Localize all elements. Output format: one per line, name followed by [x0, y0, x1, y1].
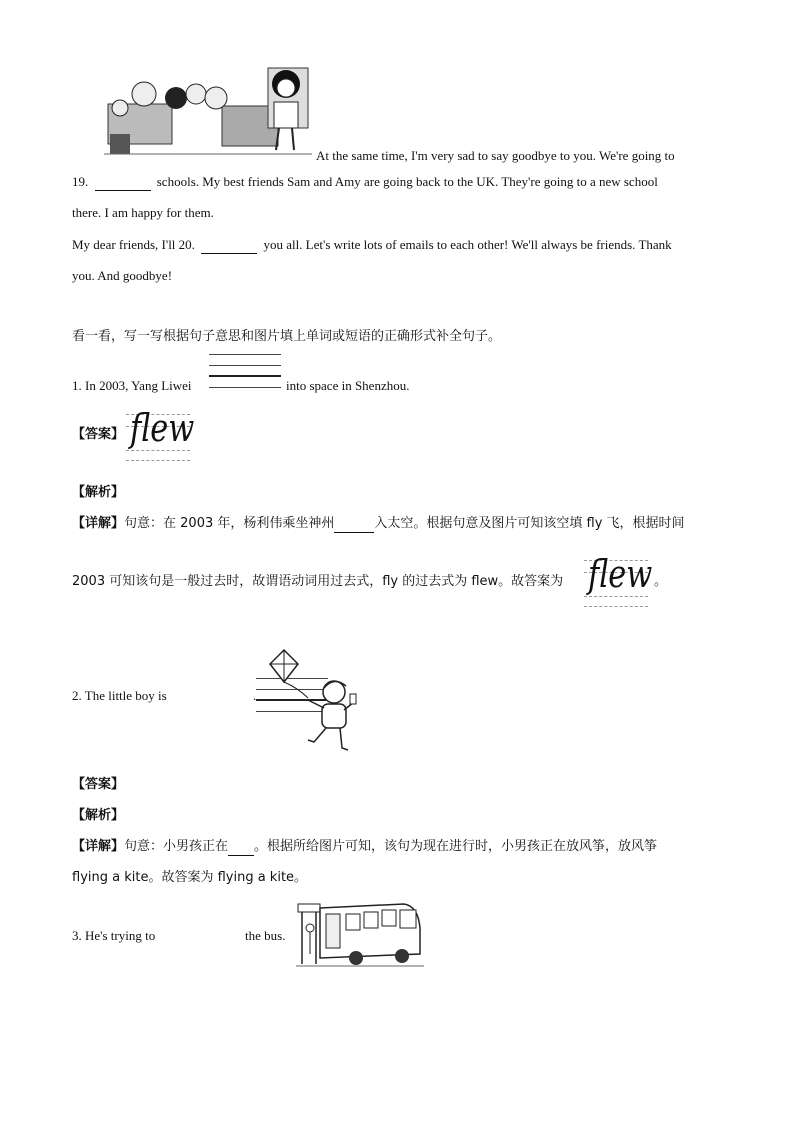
q2-sentence-start: 2. The little boy is	[72, 688, 167, 703]
punctuation: 。	[654, 574, 668, 589]
passage-line: At the same time, I'm very sad to say goodbye to you. We're going to	[316, 148, 675, 163]
classroom-illustration	[104, 64, 312, 156]
bus-stop-illustration	[296, 898, 424, 968]
q2-sentence-end: .	[253, 688, 257, 703]
passage-line	[72, 237, 672, 254]
question-number: 19.	[72, 174, 89, 189]
q2-detail-line: flying a kite。故答案为 flying a kite。	[72, 870, 308, 885]
q2-detail-line: 【详解】句意：小男孩正在 。根据所给图片可知，该句为现在进行时，小男孩正在放风筝，放风筝	[72, 839, 658, 854]
passage-line: there. I am happy for them.	[72, 205, 214, 220]
q1-answer-handwriting: flew	[584, 550, 648, 612]
answer-tag: 【答案】	[72, 777, 125, 792]
q1-sentence-start: 1. In 2003, Yang Liwei	[72, 378, 192, 393]
q1-detail-line: 【详解】句意：在 2003 年，杨利伟乘坐神州 入太空。根据句意及图片可知该空填 fly 飞，根据时间	[72, 516, 685, 531]
q1-sentence-end: into space in Shenzhou.	[286, 378, 410, 393]
blank-19[interactable]	[95, 174, 151, 191]
analysis-tag: 【解析】	[72, 485, 125, 500]
passage-text: My dear friends, I'll 20.	[72, 237, 195, 252]
passage-text: schools. My best friends Sam and Amy are going back to the UK. They're going to a new school	[156, 174, 658, 189]
q1-answer-handwriting: flew	[126, 404, 190, 466]
section-instruction: 看一看，写一写根据句子意思和图片填上单词或短语的正确形式补全句子。	[72, 329, 502, 344]
passage-text: you all. Let's write lots of emails to each other! We'll always be friends. Thank	[263, 237, 672, 252]
q1-detail-line: 2003 可知该句是一般过去时，故谓语动词用过去式，fly 的过去式为 flew。故答案为	[72, 574, 564, 589]
q1-writing-lines[interactable]	[209, 354, 281, 394]
passage-line: you. And goodbye!	[72, 268, 173, 283]
blank-20[interactable]	[201, 237, 257, 254]
boy-flying-kite-illustration	[268, 648, 360, 756]
analysis-tag: 【解析】	[72, 808, 125, 823]
q3-sentence-end: the bus.	[245, 928, 286, 943]
q3-sentence-start: 3. He's trying to	[72, 928, 156, 943]
passage-line	[72, 174, 658, 191]
answer-tag: 【答案】	[72, 427, 125, 442]
